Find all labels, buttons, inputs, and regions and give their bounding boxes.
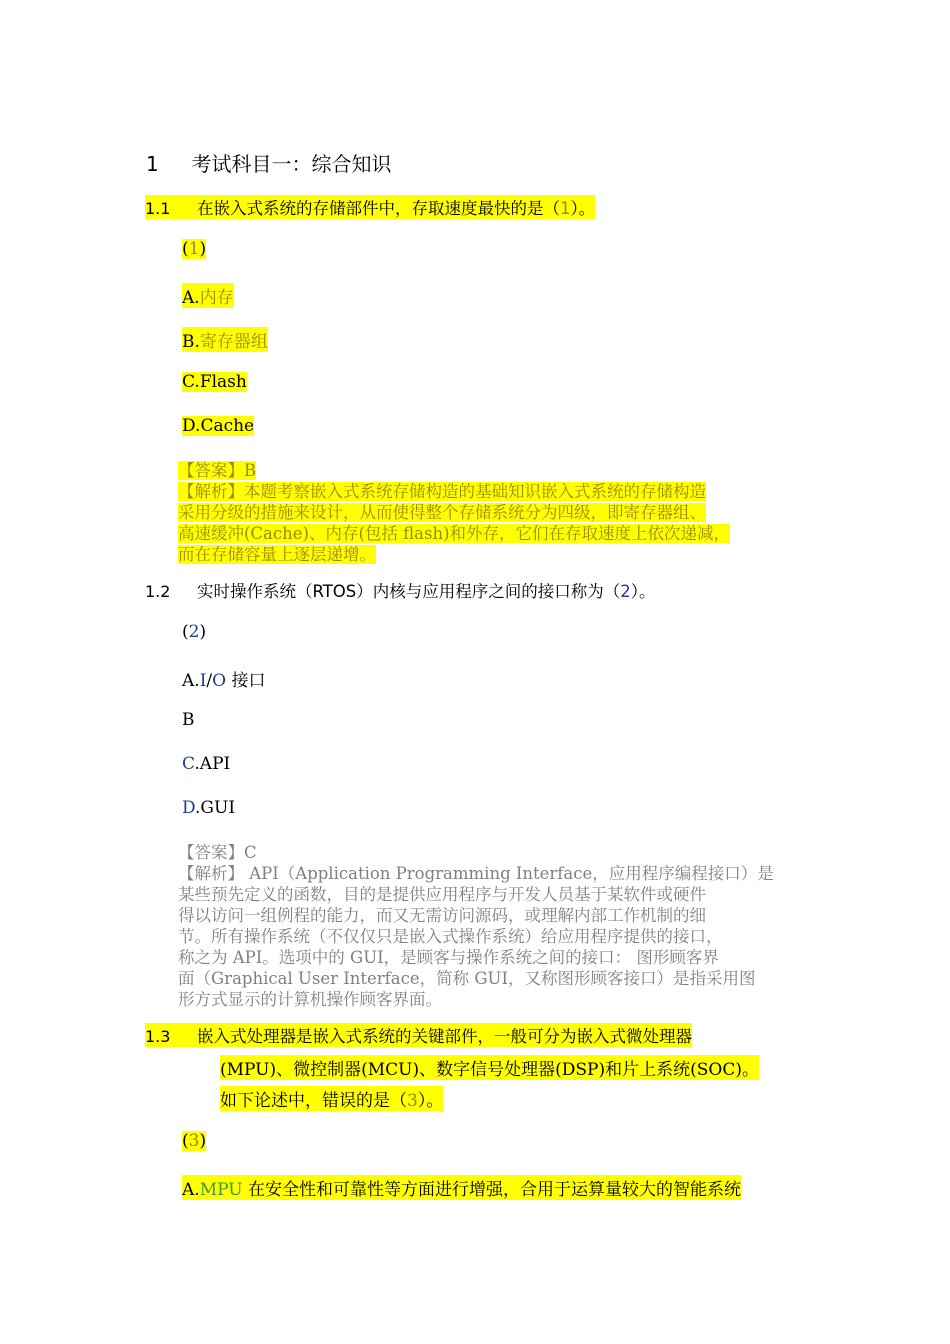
option-key: A. — [182, 671, 200, 691]
question-2-blank — [182, 622, 206, 642]
analysis-line: 采用分级的措施来设计，从而使得整个存储系统分为四级，即寄存器组、 — [178, 503, 706, 522]
analysis-line: 节。所有操作系统（不仅仅只是嵌入式操作系统）给应用程序提供的接口， — [178, 927, 723, 946]
answer-label: 【答案】 — [178, 461, 244, 480]
question-3-stem-line-3 — [220, 1086, 443, 1111]
blank-number: 2 — [620, 582, 631, 601]
option-text: MPU — [199, 1180, 243, 1200]
option-text: 在安全性和可靠性等方面进行增强，合用于运算量较大的智能系统 — [242, 1180, 741, 1200]
option-text: .API — [194, 754, 231, 774]
option-key: B. — [182, 332, 200, 352]
analysis-line: 而在存储容量上逐层递增。 — [178, 545, 376, 564]
blank-number: 2 — [188, 622, 200, 642]
option-text: Flash — [199, 372, 247, 392]
option-text: Cache — [200, 416, 255, 436]
question-text: 在嵌入式系统的存储部件中，存取速度最快的是（ — [196, 199, 560, 218]
paren-open: ( — [182, 1131, 189, 1151]
answer-value: B — [244, 461, 257, 480]
question-3-blank — [182, 1131, 206, 1151]
question-text: 嵌入式处理器是嵌入式系统的关键部件，一般可分为嵌入式微处理器 — [196, 1027, 692, 1046]
option-c — [182, 754, 230, 774]
option-text: / — [206, 671, 213, 691]
paren-open: ( — [182, 622, 189, 642]
option-text: 寄存器组 — [199, 332, 268, 352]
analysis-line: 得以访问一组例程的能力，而又无需访问源码，或理解内部工作机制的细 — [178, 906, 706, 925]
question-1-stem — [145, 195, 595, 219]
paren-close: ) — [199, 1131, 207, 1151]
blank-number: 1 — [559, 199, 571, 218]
option-d — [182, 416, 254, 436]
option-d — [182, 798, 235, 818]
option-key: D — [182, 798, 196, 818]
paren-open: ( — [182, 239, 189, 259]
question-number: 1.2 — [145, 582, 171, 601]
option-a — [182, 666, 265, 691]
option-c — [182, 372, 247, 392]
question-number: 1.1 — [145, 199, 171, 218]
option-key: A. — [182, 1180, 200, 1200]
question-1-blank — [182, 239, 206, 259]
section-number: 1 — [146, 152, 159, 176]
answer-label: 【答案】 — [178, 843, 244, 862]
analysis-line: 形方式显示的计算机操作顾客界面。 — [178, 990, 442, 1009]
question-text-end: ）。 — [417, 1091, 444, 1111]
question-number: 1.3 — [145, 1027, 171, 1046]
question-text: 实时操作系统（RTOS）内核与应用程序之间的接口称为（ — [196, 582, 621, 601]
option-text: O — [212, 671, 227, 691]
question-1-explanation — [178, 460, 818, 565]
option-text: 内存 — [199, 288, 234, 308]
answer-value: C — [244, 843, 257, 862]
option-key: C — [182, 754, 195, 774]
blank-number: 3 — [188, 1131, 200, 1151]
question-text: 如下论述中，错误的是（ — [220, 1091, 407, 1111]
option-text: .GUI — [195, 798, 236, 818]
analysis-line: 【解析】 API（Application Programming Interface，应用程序编程接口）是 — [178, 864, 774, 883]
question-3-stem-line-1 — [145, 1023, 692, 1047]
section-title: 考试科目一：综合知识 — [191, 152, 392, 176]
option-key: C. — [182, 372, 200, 392]
option-text: I — [199, 671, 207, 691]
option-a — [182, 1175, 741, 1200]
blank-number: 3 — [407, 1091, 418, 1111]
analysis-line: 称之为 API。选项中的 GUI，是顾客与操作系统之间的接口： 图形顾客界 — [178, 948, 719, 967]
option-key: B — [182, 710, 195, 730]
option-b — [182, 327, 268, 352]
analysis-line: 高速缓冲(Cache)、内存(包括 flash)和外存，它们在存取速度上依次递减， — [178, 524, 731, 543]
question-3-stem-line-2 — [220, 1055, 759, 1080]
option-b — [182, 710, 195, 730]
option-key: A. — [182, 288, 200, 308]
analysis-line: 面（Graphical User Interface，简称 GUI，又称图形顾客接口）是指采用图 — [178, 969, 756, 988]
blank-number: 1 — [188, 239, 200, 259]
analysis-line: 【解析】本题考察嵌入式系统存储构造的基础知识嵌入式系统的存储构造 — [178, 482, 706, 501]
paren-close: ) — [199, 239, 207, 259]
paren-close: ) — [199, 622, 207, 642]
section-heading — [146, 148, 391, 177]
question-2-stem — [145, 578, 656, 602]
analysis-line: 某些预先定义的函数，目的是提供应用程序与开发人员基于某软件或硬件 — [178, 885, 706, 904]
question-text: (MPU)、微控制器(MCU)、数字信号处理器(DSP)和片上系统(SOC)。 — [220, 1060, 759, 1080]
option-a — [182, 283, 234, 308]
option-text: 接口 — [226, 671, 266, 691]
option-key: D. — [182, 416, 201, 436]
question-2-explanation — [178, 842, 818, 1010]
question-text-end: ）。 — [570, 199, 596, 218]
question-text-end: ）。 — [630, 582, 656, 601]
